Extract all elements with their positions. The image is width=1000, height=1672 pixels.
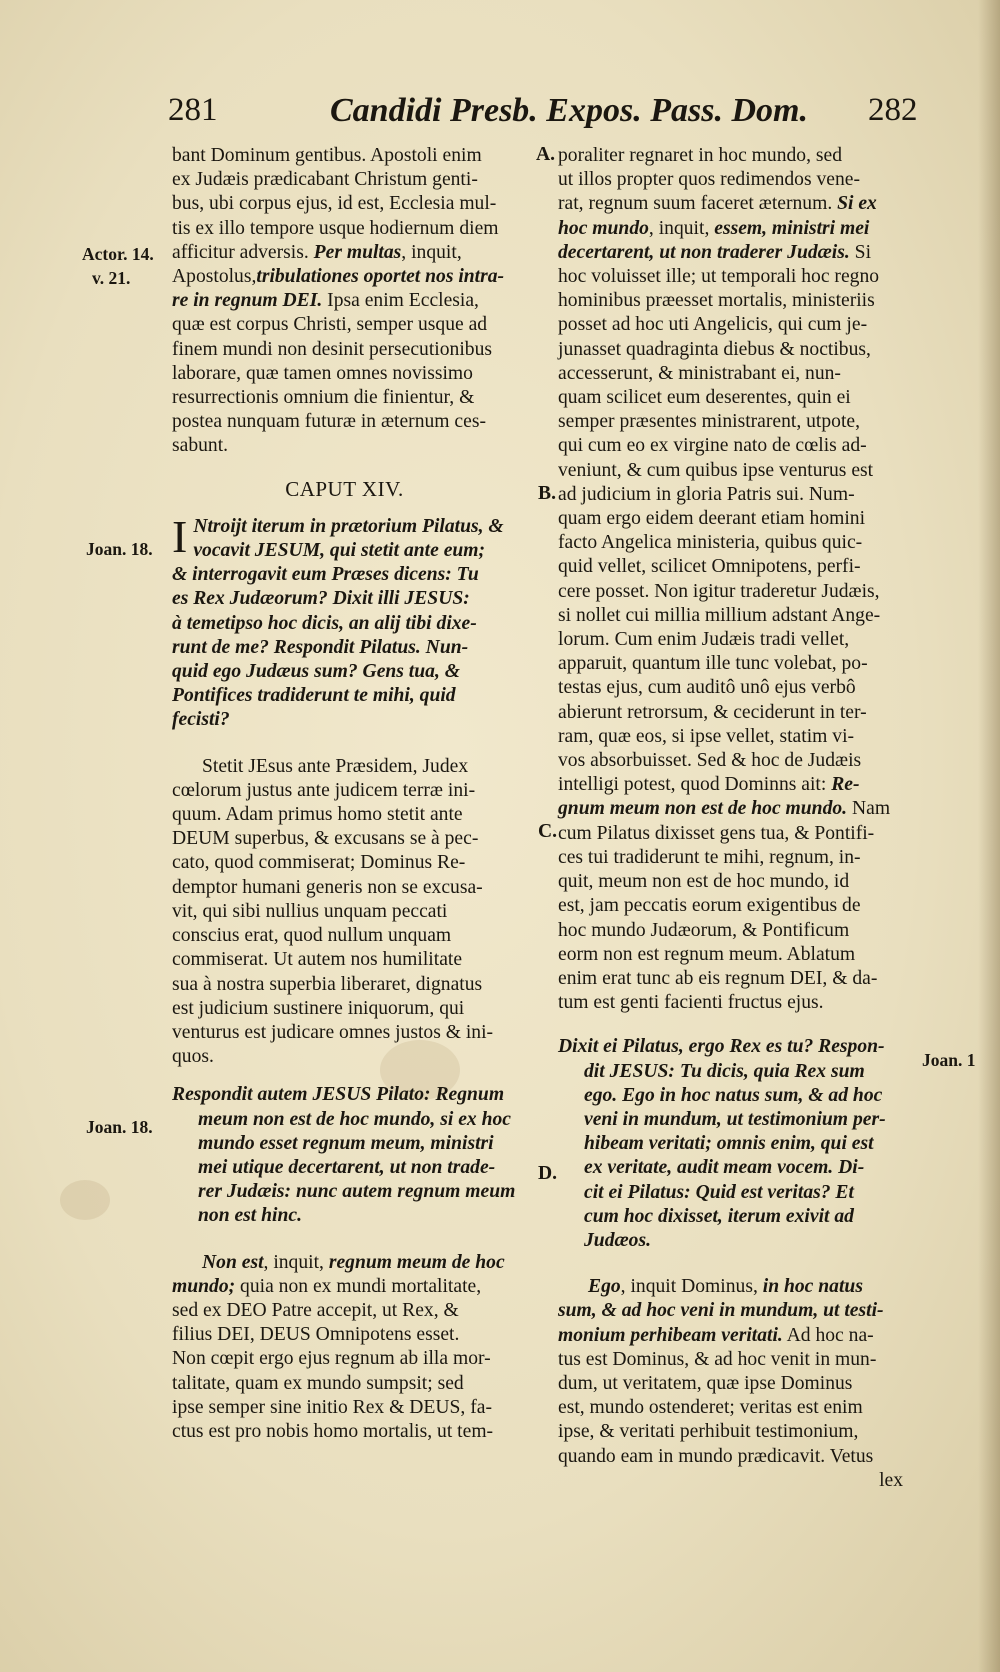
text-line: quum. Adam primus homo stetit ante [172,804,463,826]
text-line: ut illos propter quos redimendos vene- [558,169,861,191]
text-line: hominibus præesset mortalis, ministeriis [558,290,875,312]
margin-note-john: Joan. 18. [86,539,153,559]
text-line: laborare, quæ tamen omnes novissimo [172,362,473,384]
text-line: ipse semper sine initio Rex & DEUS, fa- [172,1396,492,1418]
text-line: & interrogavit eum Præses dicens: Tu [172,564,479,586]
left-column [172,144,517,1444]
text-line: mundo; quia non ex mundi mortalitate, [172,1275,482,1297]
text-line: DEUM superbus, & excusans se à pec- [172,828,479,850]
text-line: ram, quæ eos, si ipse vellet, statim vi- [558,725,855,747]
text-line: sum, & ad hoc veni in mundum, ut testi- [558,1300,884,1322]
text-line: tus est Dominus, & ad hoc venit in mun- [558,1348,877,1370]
text-line: à temetipso hoc dicis, an alij tibi dixe- [172,612,477,634]
text-line: bant Dominum gentibus. Apostoli enim [172,145,482,166]
page-number-left: 281 [168,92,218,128]
running-title: Candidi Presb. Expos. Pass. Dom. [330,92,808,129]
text-line: Ntroijt iterum in prætorium Pilatus, & [193,515,504,537]
text-line: cato, quod commiserat; Dominus Re- [172,852,466,874]
text-line: quæ est corpus Christi, semper usque ad [172,314,488,336]
section-letter: D. [538,1163,558,1184]
page-header [0,92,1000,142]
text-line: talitate, quam ex mundo sumpsit; sed [172,1372,464,1394]
text-line: hoc voluisset ille; ut temporali hoc regno [558,266,880,288]
text-line: Stetit JEsus ante Præsidem, Judex [202,755,469,777]
text-line: postea nunquam futuræ in æternum ces- [172,411,486,433]
text-line: ipse, & veritati perhibuit testimonium, [558,1421,859,1443]
text-line: es Rex Judæorum? Dixit illi JESUS: [172,588,470,610]
text-line: tum est genti facienti fructus ejus. [558,992,824,1014]
text-line: posset ad hoc uti Angelicis, qui cum je- [558,314,868,336]
text-line: vos absorbuisset. Sed & hoc de Judæis [558,750,862,772]
text-line: cum hoc dixisset, iterum exivit ad [584,1205,854,1227]
margin-note-john: Joan. 18. [86,1117,153,1137]
text-line: veni in mundum, ut testimonium per- [584,1108,886,1130]
text-line: eorm non est regnum meum. Ablatum [558,943,856,965]
margin-note-acts-verse: v. 21. [92,268,131,288]
text-line: est judicium sustinere iniquorum, qui [172,997,465,1019]
text-line: Dixit ei Pilatus, ergo Rex es tu? Respon- [558,1036,885,1058]
text-line: quid vellet, scilicet Omnipotens, perfi- [558,556,861,578]
text-line: fecisti? [172,709,230,731]
text-line: quam scilicet eum deserentes, quin ei [558,387,851,409]
text-line: quit, meum non est de hoc mundo, id [558,871,850,893]
text-line: Apostolus,tribulationes oportet nos intra- [172,266,505,288]
text-line: meum non est de hoc mundo, si ex hoc [198,1108,511,1130]
text-line: quos. [172,1046,214,1068]
text-line: mundo esset regnum meum, ministri [198,1132,494,1154]
text-line: intelligi potest, quod Dominns ait: Re- [558,774,860,796]
text-line: Respondit autem JESUS Pilato: Regnum [172,1084,505,1106]
text-line: quid ego Judæus sum? Gens tua, & [172,661,460,683]
text-line: ex Judæis prædicabant Christum genti- [172,169,478,191]
text-line: vocavit JESUM, qui stetit ante eum; [193,540,486,562]
text-line: hoc mundo, inquit, essem, ministri mei [558,217,870,239]
text-line: tis ex illo tempore usque hodiernum diem [172,217,499,239]
section-letter: A. [536,144,556,165]
scripture-quote [172,510,517,733]
text-line: decertarent, ut non traderer Judæis. Si [558,241,872,263]
text-line: filius DEI, DEUS Omnipotens esset. [172,1324,460,1346]
text-line: rer Judæis: nunc autem regnum meum [198,1181,516,1203]
text-line: est, jam peccatis eorum exigentibus de [558,895,861,917]
text-line: semper præsentes ministrarent, utpote, [558,411,861,433]
text-line: quam ergo eidem deerant etiam homini [558,508,866,530]
text-line: cœlorum justus ante judicem terræ ini- [172,779,476,801]
paper-stain [60,1180,110,1220]
text-line: hibeam veritati; omnis enim, qui est [584,1133,874,1155]
text-line: sua à nostra superbia liberaret, dignatus [172,973,483,995]
scripture-quote [558,1035,903,1253]
text-line: ces tui tradiderunt te mihi, regnum, in- [558,846,861,868]
text-line: apparuit, quantum ille tunc volebat, po- [558,653,868,675]
text-line: monium perhibeam veritati. Ad hoc na- [558,1324,874,1346]
text-line: Ego, inquit Dominus, in hoc natus [588,1276,863,1298]
catchword: lex [879,1469,903,1491]
text-line: runt de me? Respondit Pilatus. Nun- [172,636,469,658]
margin-note-acts: Actor. 14. [82,244,154,264]
text-line: rat, regnum suum faceret æternum. Si ex [558,193,877,215]
text-line: junasset quadraginta diebus & noctibus, [558,338,871,360]
section-letter: B. [538,483,556,504]
text-line: abierunt retrorsum, & ceciderunt in ter- [558,701,867,723]
text-line: mei utique decertarent, ut non trade- [198,1156,496,1178]
text-line: dum, ut veritatem, quæ ipse Dominus [558,1372,853,1394]
text-line: finem mundi non desinit persecutionibus [172,338,492,360]
right-column [558,144,903,1493]
text-line: Non cœpit ergo ejus regnum ab illa mor- [172,1348,491,1370]
text-line: resurrectionis omnium die finientur, & [172,387,475,409]
text-line: bus, ubi corpus ejus, id est, Ecclesia mul- [172,193,497,215]
page-number-right: 282 [868,92,918,128]
drop-cap: I [172,510,188,562]
text-line: testas ejus, cum auditô unô ejus verbô [558,677,856,699]
section-letter: C. [538,821,558,842]
text-line: poraliter regnaret in hoc mundo, sed [558,145,843,166]
text-line: qui cum eo ex virgine nato de cœlis ad- [558,435,867,457]
text-line: non est hinc. [198,1205,302,1227]
text-line: si nollet cui millia millium adstant Ange- [558,604,881,626]
text-line: hoc mundo Judæorum, & Pontificum [558,919,850,941]
text-line: dit JESUS: Tu dicis, quia Rex sum [584,1060,865,1082]
text-line: vit, qui sibi nullius unquam peccati [172,900,448,922]
text-line: cit ei Pilatus: Quid est veritas? Et [584,1181,854,1203]
text-line: veniunt, & cum quibus ipse venturus est [558,459,874,481]
page-edge-shadow [978,0,1000,1672]
text-line: gnum meum non est de hoc mundo. Nam [558,798,891,820]
chapter-heading: CAPUT XIV. [285,476,404,501]
text-line: ego. Ego in hoc natus sum, & ad hoc [584,1084,883,1106]
scripture-quote [172,1083,517,1228]
text-line: enim erat tunc ab eis regnum DEI, & da- [558,967,878,989]
text-line: sabunt. [172,435,229,457]
text-line: ad judicium in gloria Patris sui. Num- [558,483,855,505]
text-line: accesserunt, & ministrabant ei, nun- [558,362,841,384]
margin-note-john: Joan. 1 [922,1050,976,1070]
text-line: conscius erat, quod nullum unquam [172,925,452,947]
text-line: ex veritate, audit meam vocem. Di- [584,1157,865,1179]
text-line: lorum. Cum enim Judæis tradi vellet, [558,629,850,651]
text-line: quando eam in mundo prædicavit. Vetus [558,1445,874,1467]
text-line: commiserat. Ut autem nos humilitate [172,949,463,971]
text-line: cum Pilatus dixisset gens tua, & Pontifi- [558,822,875,844]
text-line: re in regnum DEI. Ipsa enim Ecclesia, [172,290,479,312]
text-line: Pontifices tradiderunt te mihi, quid [172,685,456,707]
text-line: ctus est pro nobis homo mortalis, ut tem- [172,1420,494,1442]
text-line: Judæos. [584,1229,651,1251]
text-line: afficitur adversis. Per multas, inquit, [172,241,462,263]
text-line: venturus est judicare omnes justos & ini- [172,1021,494,1043]
text-line: cere posset. Non igitur traderetur Judæis, [558,580,880,602]
text-line: sed ex DEO Patre accepit, ut Rex, & [172,1299,459,1321]
text-line: Non est, inquit, regnum meum de hoc [202,1251,505,1273]
text-line: est, mundo ostenderet; veritas est enim [558,1397,863,1419]
text-line: facto Angelica ministeria, quibus quic- [558,532,863,554]
text-line: demptor humani generis non se excusa- [172,876,483,898]
